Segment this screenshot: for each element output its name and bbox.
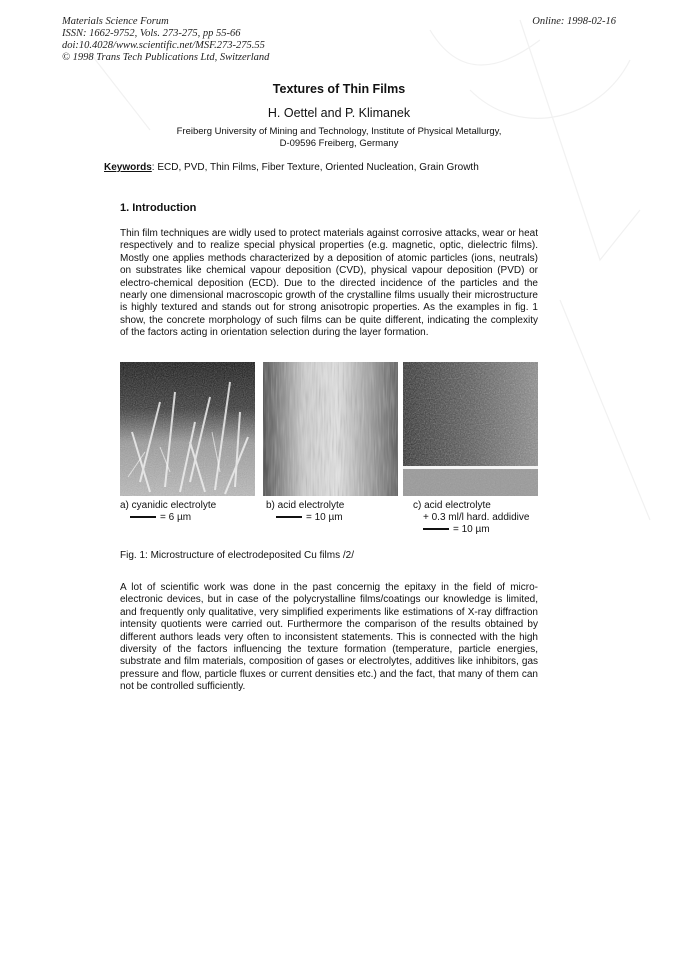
- keywords-text: : ECD, PVD, Thin Films, Fiber Texture, Oriented Nucleation, Grain Growth: [151, 162, 479, 173]
- keywords-label: Keywords: [104, 162, 152, 173]
- micrograph-a: [120, 362, 255, 496]
- journal-header: [62, 16, 382, 64]
- micrograph-c: [403, 362, 538, 496]
- paper-title: Textures of Thin Films: [272, 82, 406, 96]
- section-heading: 1. Introduction: [120, 202, 197, 214]
- panel-caption-a: [120, 500, 260, 524]
- affiliation-line-1: Freiberg University of Mining and Technology, Institute of Physical Metallurgy,: [176, 126, 502, 137]
- scale-a: = 6 µm: [120, 512, 260, 524]
- paragraph-1: Thin film techniques are widly used to protect materials against corrosive attacks, wear or heat respectively and to realize special physical properties (e.g. magnetic, optic, dielectric films). Mostly one applies methods characterized by a deposition of atomic particles (ions, neutrals) on substrates like chemical vapour deposition (CVD), physical vapour deposition (PVD) or electro-chemical deposition (ECD). Due to the directed incidence of the particles and the nearly one dimensional macroscopic growth of the crystalline films usually their microstructure is highly textured and stands out for strong anisotropic properties. As the examples in fig. 1 show, the concrete morphology of such films can be quite different, indicating the complexity of the factors acting in orientation selection during the layer formation.: [120, 228, 538, 339]
- figure-caption: Fig. 1: Microstructure of electrodeposited Cu films /2/: [120, 550, 354, 561]
- paragraph-2: A lot of scientific work was done in the past concernig the epitaxy in the field of micro-electronic devices, but in case of the polycrystalline films/coatings our knowledge is limited, and frequently only qualitative, very simplified experiments like estimations of X-ray diffraction intensity quotients were carried out. Furthermore the comparison of the results obtained by different authors leads very often to inconsistent statements. This is connected with the high diversity of the factors influencing the texture formation (temperature, particle energies, substrate and film materials, composition of gases or electrolytes, additives like inhibitors, gas pressure and flow, particle fluxes or current densities etc.) and the fact, that many of them can not be controlled sufficiently.: [120, 582, 538, 693]
- panel-label-c-2: + 0.3 ml/l hard. addidive: [423, 512, 530, 523]
- doi-line[interactable]: doi:10.4028/www.scientific.net/MSF.273-275.55: [62, 40, 265, 51]
- copyright-line: © 1998 Trans Tech Publications Ltd, Switzerland: [62, 52, 270, 63]
- scale-bar-icon: [130, 516, 156, 518]
- paper-authors: H. Oettel and P. Klimanek: [267, 106, 411, 120]
- journal-name: Materials Science Forum: [62, 16, 169, 27]
- issn-line: ISSN: 1662-9752, Vols. 273-275, pp 55-66: [62, 28, 241, 39]
- micrograph-b: [263, 362, 398, 496]
- scale-c: = 10 µm: [413, 524, 553, 536]
- affiliation-line-2: D-09596 Freiberg, Germany: [279, 138, 399, 149]
- panel-caption-c: [413, 500, 553, 536]
- panel-label-a: a) cyanidic electrolyte: [120, 500, 217, 511]
- panel-label-c: c) acid electrolyte: [413, 500, 491, 511]
- panel-caption-b: [266, 500, 406, 524]
- keywords: [104, 162, 574, 173]
- scale-bar-icon: [276, 516, 302, 518]
- online-date: Online: 1998-02-16: [532, 16, 616, 27]
- scale-b: = 10 µm: [266, 512, 406, 524]
- scale-bar-icon: [423, 528, 449, 530]
- panel-label-b: b) acid electrolyte: [266, 500, 345, 511]
